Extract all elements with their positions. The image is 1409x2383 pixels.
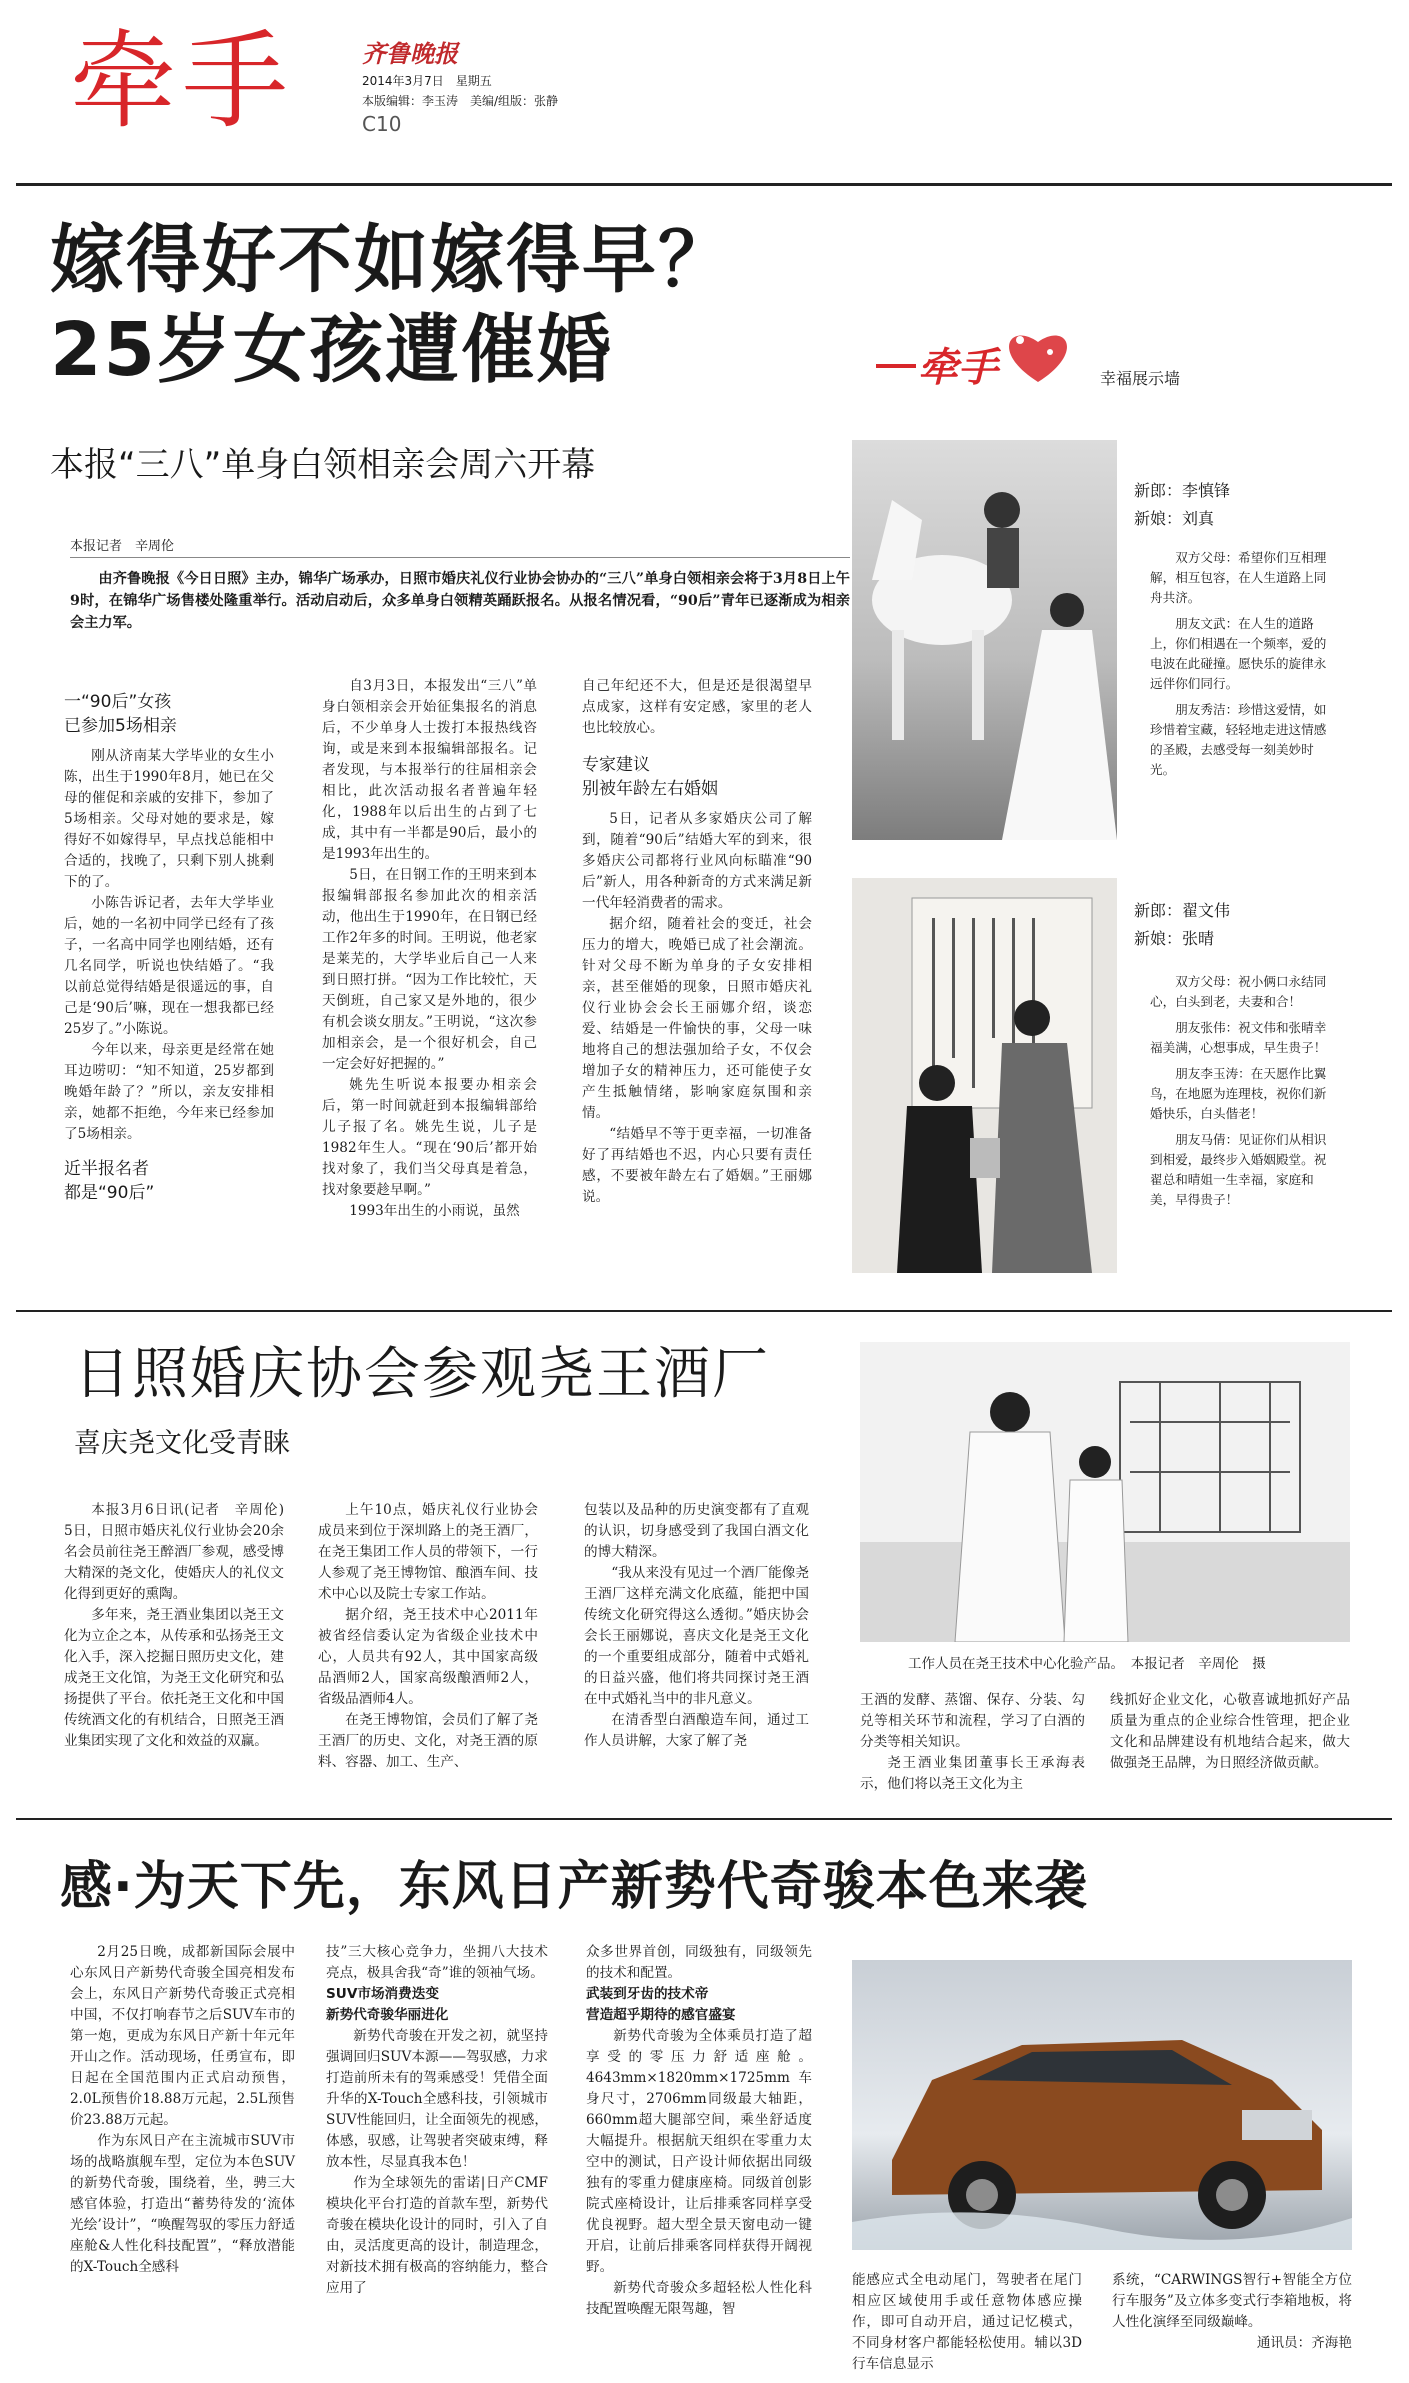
article3-col2-text-b: 新势代奇骏在开发之初，就坚持强调回归SUV本源——驾驭感，力求打造前所未有的驾乘感受！凭借全面升华的X-Touch全感科技，引领城市SUV性能回归，让全面领先的视感，体感，驭感，让驾驶者突破束缚，释放本性，尽显真我本色！ 作为全球领先的雷诺|日产CMF模块化平台打造的首款车型，新势代奇骏在模块化设计的同时，引入了自由，灵活度更高的设计，制造理念，对新技术拥有极高的容纳能力，整合应用了 xyxy=(326,2028,548,2296)
article2-col5: 线抓好企业文化，心敬喜诚地抓好产品质量为重点的企业综合性管理，把企业文化和品牌建设有机地结合起来，做大做强尧王品牌，为日照经济做贡献。 xyxy=(1110,1692,1350,1771)
couple-1-messages xyxy=(1150,548,1335,780)
article3-title: 感·为天下先，东风日产新势代奇骏本色来袭 xyxy=(60,1857,1088,1917)
subhead-3a: 专家建议 xyxy=(582,755,650,775)
couple-1-groom: 新郎：李慎锋 xyxy=(1134,481,1231,500)
article2-col4: 王酒的发酵、蒸馏、保存、分装、勾兑等相关环节和流程，学习了白酒的分类等相关知识。 尧王酒业集团董事长王承海表示，他们将以尧王文化为主 xyxy=(860,1692,1085,1792)
col1-text: 刚从济南某大学毕业的女生小陈，出生于1990年8月，她已在父母的催促和亲戚的安排下，参加了5场相亲。父母对她的要求是，嫁得好不如嫁得早，早点找总能相中合适的，找晚了，只剩下别人挑剩下的了。 小陈告诉记者，去年大学毕业后，她的一名初中同学已经有了孩子，一名高中同学也刚结婚，还有几名同学，听说也快结婚了。“我以前总觉得结婚是很遥远的事，自己是‘90后’嘛，现在一想我都已经25岁了。”小陈说。 今年以来，母亲更是经常在她耳边唠叨：“知不知道，25岁都到晚婚年龄了？”所以，亲友安排相亲，她都不拒绝，今年来已经参加了5场相亲。 xyxy=(64,748,274,1142)
deck: 本报“三八”单身白领相亲会周六开幕 xyxy=(50,445,596,485)
couple-2-groom: 新郎：翟文伟 xyxy=(1134,901,1231,920)
wall-logo-text: 牵手 xyxy=(918,344,998,391)
couple-1-msg: 双方父母：希望你们互相理解，相互包容，在人生道路上同舟共济。 xyxy=(1150,550,1327,605)
subhead-2b: 都是“90后” xyxy=(64,1183,155,1203)
article3-col3-text-a: 众多世界首创，同级独有，同级领先的技术和配置。 xyxy=(586,1944,812,1981)
couple-2-photo xyxy=(852,878,1117,1273)
section-rule-2 xyxy=(16,1818,1392,1820)
couple-2-msg: 双方父母：祝小俩口永结同心，白头到老，夫妻和合！ xyxy=(1150,974,1327,1009)
article2-deck: 喜庆尧文化受青睐 xyxy=(74,1428,290,1459)
couple-2-msg: 朋友李玉涛：在天愿作比翼鸟，在地愿为连理枝，祝你们新婚快乐，白头偕老！ xyxy=(1150,1066,1327,1121)
newspaper-logo: 齐鲁晚报 xyxy=(362,39,458,68)
byline: 本报记者 辛周伦 xyxy=(70,539,175,554)
article3-subhead-2a: 武装到牙齿的技术帝 xyxy=(586,1986,709,2002)
page-number: C10 xyxy=(362,112,402,136)
wall-title: 幸福展示墙 xyxy=(1100,369,1181,388)
lab-photo-caption: 工作人员在尧王技术中心化验产品。 本报记者 辛周伦 摄 xyxy=(908,1656,1266,1672)
article3-subhead-1b: 新势代奇骏华丽进化 xyxy=(326,2007,449,2023)
couple-2-msg: 朋友马倩：见证你们从相识到相爱，最终步入婚姻殿堂。祝翟总和晴姐一生幸福，家庭和美，早得贵子！ xyxy=(1150,1132,1327,1207)
article2-col2: 上午10点，婚庆礼仪行业协会成员来到位于深圳路上的尧王酒厂，在尧王集团工作人员的带领下，一行人参观了尧王博物馆、酿酒车间、技术中心以及院士专家工作站。 据介绍，尧王技术中心2011年被省经信委认定为省级企业技术中心，人员共有92人，其中国家高级品酒师2人，国家高级酿酒师2人，省级品酒师4人。 在尧王博物馆，会员们了解了尧王酒厂的历史、文化，对尧王酒的原料、容器、加工、生产、 xyxy=(318,1502,538,1770)
couple-2-messages xyxy=(1150,972,1335,1210)
wall-logo xyxy=(870,312,1100,402)
article3-col1: 2月25日晚，成都新国际会展中心东风日产新势代奇骏全国亮相发布会上，东风日产新势代奇骏正式亮相中国，不仅打响春节之后SUV车市的第一炮，更成为东风日产新十年元年开山之作。活动现场，任勇宣布，即日起在全国范围内正式启动预售，2.0L预售价18.88万元起，2.5L预售价23.88万元起。 作为东风日产在主流城市SUV市场的战略旗舰车型，定位为本色SUV的新势代奇骏，围绕着，坐，骋三大感官体验，打造出“蓄势待发的‘流体光绘’设计”，“唤醒驾驭的零压力舒适座舱&人性化科技配置”，“释放潜能的X-Touch全感科 xyxy=(70,1944,295,2275)
article3-credit: 通讯员：齐海艳 xyxy=(1256,2335,1352,2351)
lab-photo xyxy=(860,1342,1350,1642)
couple-2-bride: 新娘：张晴 xyxy=(1134,929,1215,948)
couple-1-msg: 朋友文武：在人生的道路上，你们相遇在一个频率，爱的电波在此碰撞。愿快乐的旋律永远伴你们同行。 xyxy=(1150,616,1327,691)
article3-subhead-2b: 营造超乎期待的感官盛宴 xyxy=(586,2007,736,2023)
article3-col2 xyxy=(326,1942,548,2299)
lead-paragraph: 由齐鲁晚报《今日日照》主办，锦华广场承办，日照市婚庆礼仪行业协会协办的“三八”单身白领相亲会将于3月8日上午9时，在锦华广场售楼处隆重举行。活动启动后，众多单身白领精英踊跃报名。从报名情况看，“90后”青年已逐渐成为相亲会主力军。 xyxy=(70,571,850,631)
subhead-1a: 一“90后”女孩 xyxy=(64,692,172,712)
couple-1-msg: 朋友秀洁：珍惜这爱情，如珍惜着宝藏，轻轻地走进这情感的圣殿，去感受每一刻美妙时光。 xyxy=(1150,702,1327,777)
article3-col3 xyxy=(586,1942,812,2320)
col3-text-b: 5日，记者从多家婚庆公司了解到，随着“90后”结婚大军的到来，很多婚庆公司都将行业风向标瞄准“90后”新人，用各种新奇的方式来满足新一代年轻消费者的需求。 据介绍，随着社会的变迁，社会压力的增大，晚婚已成了社会潮流。针对父母不断为单身的子女安排相亲，甚至催婚的现象，日照市婚庆礼仪行业协会会长王丽娜介绍，谈恋爱、结婚是一件愉快的事，父母一味地将自己的想法强加给子女，不仅会增加子女的精神压力，还可能使子女产生抵触情绪，影响家庭氛围和亲情。 “结婚早不等于更幸福，一切准备好了再结婚也不迟，内心只要有责任感，不要被年龄左右了婚姻。”王丽娜说。 xyxy=(582,811,812,1205)
subhead-2a: 近半报名者 xyxy=(64,1159,149,1179)
issue-date: 2014年3月7日 星期五 xyxy=(362,74,492,88)
section-title: 牵手 xyxy=(70,20,294,143)
article3-col4: 能感应式全电动尾门，驾驶者在尾门相应区域使用手或任意物体感应操作，即可自动开启，通过记忆模式，不同身材客户都能轻松使用。辅以3D行车信息显示 xyxy=(852,2272,1082,2372)
col3-text-a: 自己年纪还不大，但是还是很渴望早点成家，这样有安定感，家里的老人也比较放心。 xyxy=(582,678,812,736)
article3-col5: 系统，“CARWINGS智行+智能全方位行车服务”及立体多变式行李箱地板，将人性化演绎至同级巅峰。 通讯员：齐海艳 xyxy=(1112,2270,1352,2354)
byline-rule xyxy=(70,557,850,558)
couple-2-msg: 朋友张伟：祝文伟和张晴幸福美满，心想事成，早生贵子！ xyxy=(1150,1020,1327,1055)
editors-line: 本版编辑：李玉涛 美编/组版：张静 xyxy=(362,94,559,108)
section-rule-1 xyxy=(16,1310,1392,1312)
headline-line-1: 嫁得好不如嫁得早？ xyxy=(50,217,734,303)
couple-1-photo xyxy=(852,440,1117,840)
article3-col2-text-a: 技”三大核心竞争力，坐拥八大技术亮点，极具舍我“奇”谁的领袖气场。 xyxy=(326,1944,548,1981)
article3-subhead-1a: SUV市场消费迭变 xyxy=(326,1986,439,2002)
subhead-3b: 别被年龄左右婚姻 xyxy=(582,779,718,799)
suv-photo xyxy=(852,1960,1352,2250)
col3 xyxy=(582,676,812,1208)
col2: 自3月3日，本报发出“三八”单身白领相亲会开始征集报名的消息后，不少单身人士拨打本报热线咨询，或是来到本报编辑部报名。记者发现，与本报举行的往届相亲会相比，此次活动报名者普遍年轻化，1988年以后出生的占到了七成，其中有一半都是90后，最小的是1993年出生的。 5日，在日钢工作的王明来到本报编辑部报名参加此次的相亲活动，他出生于1990年，在日钢已经工作2年多的时间。王明说，他老家是莱芜的，大学毕业后自己一人来到日照打拼。“因为工作比较忙，天天倒班，自己家又是外地的，很少有机会谈女朋友。”王明说，“这次参加相亲会，是一个很好机会，自己一定会好好把握的。” 姚先生听说本报要办相亲会后，第一时间就赶到本报编辑部给儿子报了名。姚先生说，儿子是1982年生人。“现在‘90后’都开始找对象了，我们当父母真是着急，找对象要趁早啊。” 1993年出生的小雨说，虽然 xyxy=(322,678,537,1219)
subhead-1b: 已参加5场相亲 xyxy=(64,716,177,736)
article2-title: 日照婚庆协会参观尧王酒厂 xyxy=(74,1342,770,1407)
col1 xyxy=(64,690,274,1205)
headline-line-2: 25岁女孩遭催婚 xyxy=(50,307,613,393)
article2-col1: 本报3月6日讯(记者 辛周伦) 5日，日照市婚庆礼仪行业协会20余名会员前往尧王醉酒厂参观，感受博大精深的尧文化，使婚庆人的礼仪文化得到更好的熏陶。 多年来，尧王酒业集团以尧王文化为立企之本，从传承和弘扬尧王文化入手，深入挖掘日照历史文化，建成尧王文化馆，为尧王文化研究和弘扬提供了平台。依托尧王文化和中国传统酒文化的有机结合，日照尧王酒业集团实现了文化和效益的双赢。 xyxy=(64,1502,298,1749)
article2-col3: 包装以及品种的历史演变都有了直观的认识，切身感受到了我国白酒文化的博大精深。 “我从来没有见过一个酒厂能像尧王酒厂这样充满文化底蕴，能把中国传统文化研究得这么透彻。”婚庆协会会长王丽娜说，喜庆文化是尧王文化的一个重要组成部分，随着中式婚礼的日益兴盛，他们将共同探讨尧王酒在中式婚礼当中的非凡意义。 在清香型白酒酿造车间，通过工作人员讲解，大家了解了尧 xyxy=(584,1502,809,1749)
masthead-rule xyxy=(16,183,1392,186)
couple-1-bride: 新娘：刘真 xyxy=(1134,509,1215,528)
article3-col3-text-b: 新势代奇骏为全体乘员打造了超享受的零压力舒适座舱。4643mm×1820mm×1725mm车身尺寸，2706mm同级最大轴距，660mm超大腿部空间，乘坐舒适度大幅提升。根据航天组织在零重力太空中的测试，日产设计师依据出同级独有的零重力健康座椅。同级首创影院式座椅设计，让后排乘客同样享受优良视野。超大型全景天窗电动一键开启，让前后排乘客同样获得开阔视野。 新势代奇骏众多超轻松人性化科技配置唤醒无限驾趣，智 xyxy=(586,2028,812,2317)
